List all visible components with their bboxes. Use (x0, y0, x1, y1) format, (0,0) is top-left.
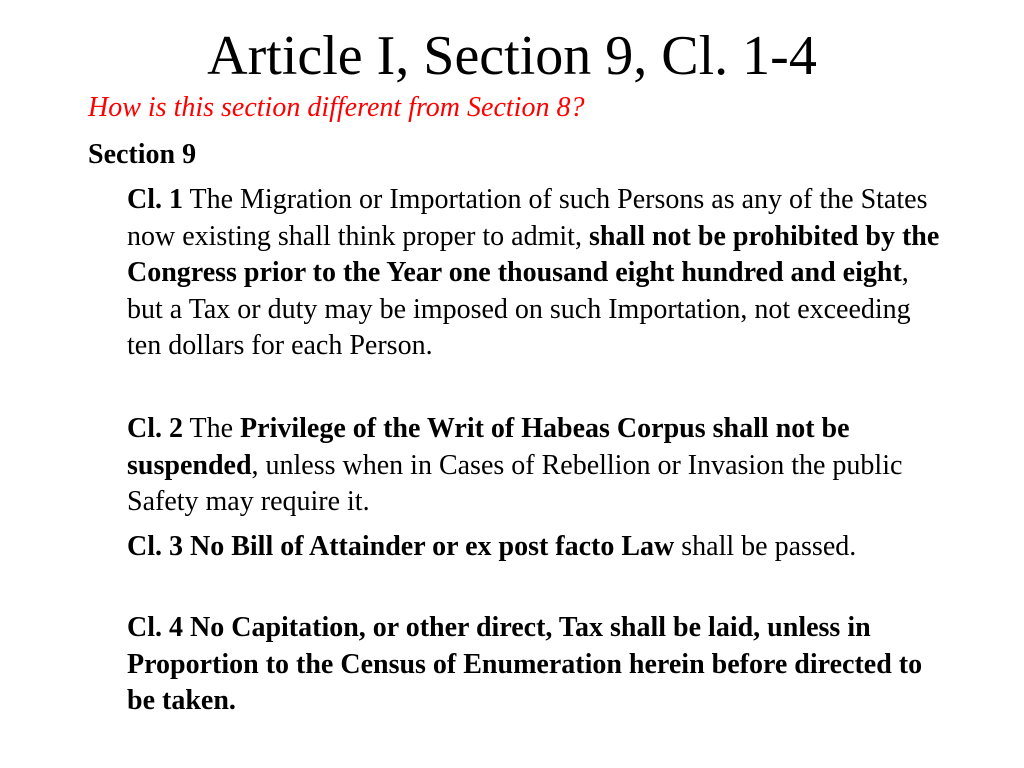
clause-1-text-end: , but a Tax or duty may be imposed on such Importation, not exceeding ten dollars for each Person. (127, 257, 911, 361)
clause-2 (127, 411, 947, 521)
clause-1-text: The Migration or Importation of such Persons as any of the States now existing shall think proper to admit, (127, 184, 928, 252)
section-label: Section 9 (88, 139, 197, 170)
clause-3-emphasis: Cl. 3 No Bill of Attainder or ex post facto Law (127, 531, 675, 562)
clause-1-label: Cl. 1 (127, 184, 183, 215)
clause-3-text-end: shall be passed. (674, 531, 857, 562)
clause-2-text-end: , unless when in Cases of Rebellion or Invasion the public Safety may require it. (127, 449, 903, 517)
clause-1-emphasis: shall not be prohibited by the Congress prior to the Year one thousand eight hundred and eight (127, 220, 940, 288)
clause-4-emphasis: Cl. 4 No Capitation, or other direct, Tax shall be laid, unless in Proportion to the Census of Enumeration herein before directed to be taken. (127, 612, 923, 716)
clause-2-emphasis: Privilege of the Writ of Habeas Corpus shall not be suspended (127, 413, 850, 481)
guiding-question: How is this section different from Section 8? (88, 92, 585, 123)
clause-3 (127, 529, 947, 566)
clause-2-label: Cl. 2 (127, 413, 183, 444)
clause-2-text: The (183, 413, 241, 444)
clause-4 (127, 610, 947, 720)
slide-title: Article I, Section 9, Cl. 1-4 (207, 25, 817, 87)
clause-1 (127, 182, 947, 365)
